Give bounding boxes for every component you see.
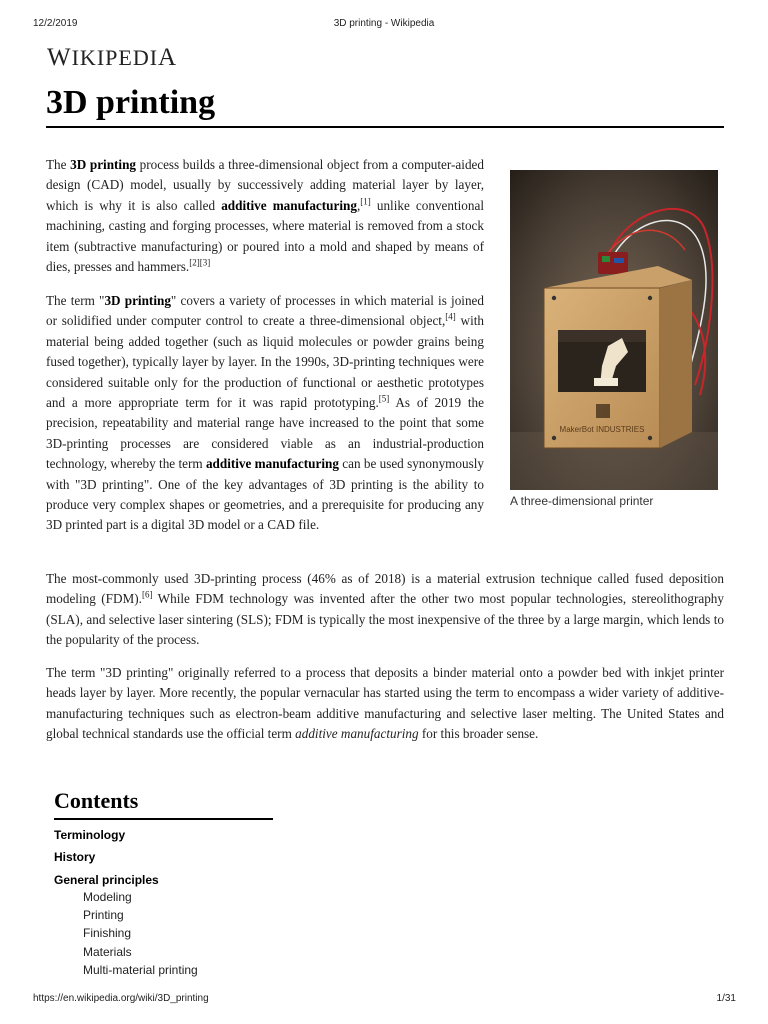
citation-link[interactable]: [1] [360, 196, 371, 207]
infobox-figure [510, 170, 718, 508]
citation-link[interactable]: [2][3] [189, 257, 211, 268]
print-page-title: 3D printing - Wikipedia [333, 18, 435, 29]
italic-term: additive manufacturing [295, 726, 419, 742]
toc-item-general-principles[interactable]: General principles [54, 872, 159, 887]
toc-subitem-multi-material-printing[interactable]: Multi-material printing [83, 963, 198, 978]
intro-paragraph-2: The term "3D printing" covers a variety of processes in which material is joined or solidified under computer control to create a three-dimensional object,[4] with material being added together (such as liquid molecules or powder grains being fused together), typically layer by layer. In the 1990s, 3D-printing techniques were considered suitable only for the production of functional or aesthetic prototypes and a more appropriate term for it was rapid prototyping.[5] As of 2019 the precision, repeatability and material range have increased to the point that some 3D-printing processes are considered viable as an industrial-production technology, whereby the term additive manufacturing can be used synonymously with "3D printing". One of the key advantages of 3D printing is the ability to produce very complex shapes or geometries, and a prerequisite for producing any 3D printed part is a digital 3D model or a CAD file. [46, 293, 485, 533]
bold-term: 3D printing [104, 293, 171, 308]
toc-item-terminology[interactable]: Terminology [54, 828, 126, 842]
toc-subitem-modeling[interactable]: Modeling [83, 889, 132, 904]
citation-link[interactable]: [6] [141, 590, 153, 601]
toc-subitem-printing[interactable]: Printing [83, 907, 124, 922]
bold-term: additive manufacturing [221, 197, 357, 213]
toc-item-history[interactable]: History [54, 850, 96, 865]
intro-paragraph-1: The 3D printing process builds a three-dimensional object from a computer-aided design (CAD) model, usually by successively adding material layer by layer, which is why it is also called additive manufacturing,[1] unlike conventional machining, casting and forging processes, where material is removed from a stock item (subtractive manufacturing) or poured into a mold and shaped by means of dies, presses and hammers.[2][3] [46, 157, 485, 275]
toc-subitem-materials[interactable]: Materials [83, 944, 132, 959]
intro-paragraph-3: The most-commonly used 3D-printing process (46% as of 2018) is a material extrusion technique called fused deposition modeling (FDM).[6] While FDM technology was invented after the other two most popular technologies, stereolithography (SLA), and selective laser sintering (SLS); FDM is typically the most inexpensive of the three by a large margin, which lends to the popularity of the process. [46, 571, 724, 648]
print-page-number: 1/31 [716, 993, 736, 1004]
wikipedia-wordmark[interactable] [47, 44, 177, 72]
print-date: 12/2/2019 [33, 18, 78, 29]
table-of-contents [54, 788, 274, 981]
print-footer-url: https://en.wikipedia.org/wiki/3D_printing [33, 993, 209, 1004]
printer-photo[interactable] [510, 170, 718, 490]
figure-caption: A three-dimensional printer [510, 494, 654, 508]
citation-link[interactable]: [4] [445, 312, 456, 323]
toc-heading: Contents [54, 788, 139, 813]
article-title: 3D printing [46, 84, 216, 121]
toc-divider [54, 818, 273, 820]
intro-paragraph-4: The term "3D printing" originally referred to a process that deposits a binder material onto a powder bed with inkjet printer heads layer by layer. More recently, the popular vernacular has started using the term to encompass a wider variety of additive-manufacturing techniques such as electron-beam additive manufacturing and selective laser melting. The United States and global technical standards use the official term additive manufacturing for this broader sense. [46, 665, 724, 742]
wordmark-initial: W [47, 44, 72, 71]
citation-link[interactable]: [5] [378, 393, 390, 404]
bold-term: 3D printing [70, 157, 137, 172]
bold-term: additive manufacturing [205, 456, 339, 472]
toc-subitem-finishing[interactable]: Finishing [83, 926, 132, 941]
title-divider [46, 126, 724, 128]
wordmark-final: A [158, 44, 178, 71]
wordmark-middle: IKIPEDI [71, 45, 159, 70]
makerbot-logo-text: MakerBot INDUSTRIES [559, 425, 645, 434]
